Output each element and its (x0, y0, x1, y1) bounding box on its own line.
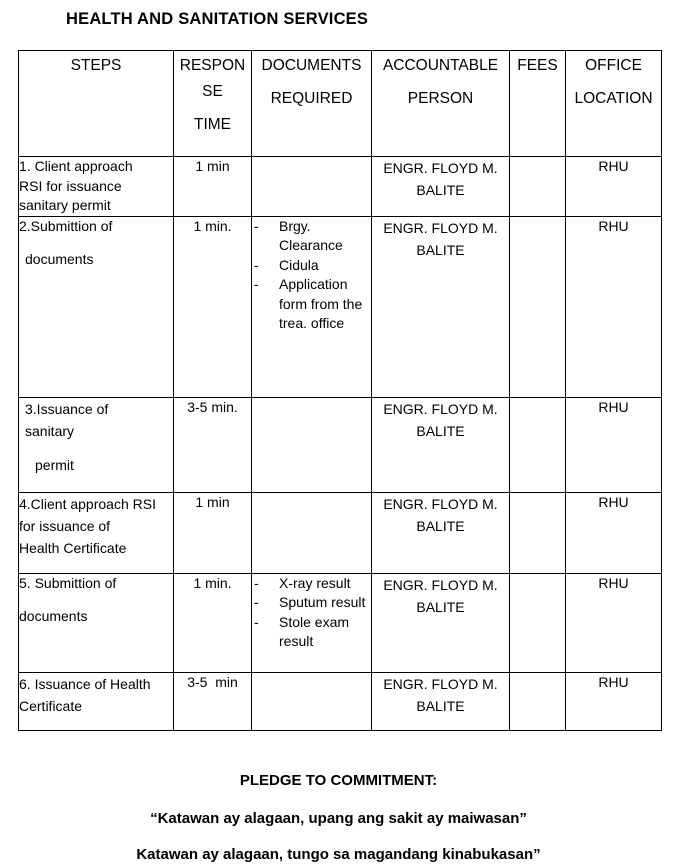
step-text: 4.Client approach RSI (19, 495, 156, 512)
step-text: Certificate (19, 697, 83, 714)
header-documents (252, 51, 372, 157)
documents-cell (252, 672, 372, 730)
person-surname: BALITE (416, 517, 465, 534)
step-text: permit (35, 456, 74, 473)
step-text: 6. Issuance of Health (19, 675, 151, 692)
fees-cell (510, 397, 566, 492)
person-name: ENGR. FLOYD M. (383, 675, 498, 692)
step-text: 5. Submittion of (19, 574, 117, 591)
header-fees (510, 51, 566, 157)
header-fees-label: FEES (517, 57, 558, 74)
documents-cell (252, 492, 372, 573)
header-office-line1: OFFICE (585, 57, 642, 74)
header-documents-line1: DOCUMENTS (261, 57, 362, 74)
person-surname: BALITE (416, 241, 465, 258)
header-steps-label: STEPS (70, 57, 122, 74)
header-response-line3: TIME (193, 116, 232, 133)
header-response-line2: SE (202, 83, 223, 100)
step-text: Health Certificate (19, 539, 127, 556)
documents-list (252, 217, 371, 334)
pledge-heading: PLEDGE TO COMMITMENT: (239, 772, 438, 789)
documents-cell (252, 216, 372, 397)
person-name: ENGR. FLOYD M. (383, 219, 498, 236)
step-text: 1. Client approach (19, 158, 133, 174)
table-row (19, 672, 662, 730)
step-cell (19, 216, 174, 397)
time-cell: 1 min (174, 492, 252, 573)
office-cell: RHU (566, 397, 662, 492)
step-cell (19, 672, 174, 730)
table-row (19, 157, 662, 217)
time-cell: 3-5 min (174, 672, 252, 730)
fees-cell (510, 672, 566, 730)
document-item: - Stole exam result (252, 613, 371, 652)
person-surname: BALITE (416, 422, 465, 439)
documents-list (252, 574, 371, 652)
office-cell: RHU (566, 573, 662, 672)
pledge-line-1: “Katawan ay alagaan, upang ang sakit ay maiwasan” (150, 810, 527, 827)
header-steps (19, 51, 174, 157)
document-item: - Sputum result (252, 593, 371, 613)
step-cell (19, 573, 174, 672)
documents-cell (252, 573, 372, 672)
step-cell (19, 397, 174, 492)
step-text: sanitary (25, 422, 75, 439)
pledge-line-2: Katawan ay alagaan, tungo sa magandang kinabukasan” (136, 846, 541, 863)
time-cell: 3-5 min. (174, 397, 252, 492)
page-title: HEALTH AND SANITATION SERVICES (66, 10, 369, 28)
person-cell (372, 216, 510, 397)
person-cell (372, 397, 510, 492)
header-accountable-line2: PERSON (407, 90, 474, 107)
header-documents-line2: REQUIRED (270, 90, 353, 107)
header-response-time (174, 51, 252, 157)
step-text: for issuance of (19, 517, 111, 534)
header-row (19, 51, 662, 157)
table-row (19, 573, 662, 672)
documents-cell (252, 157, 372, 217)
person-surname: BALITE (416, 697, 465, 714)
office-cell: RHU (566, 157, 662, 217)
header-office-line2: LOCATION (574, 90, 653, 107)
person-name: ENGR. FLOYD M. (383, 400, 498, 417)
step-cell (19, 157, 174, 217)
time-cell: 1 min. (174, 573, 252, 672)
step-text: documents (25, 251, 94, 267)
step-text: 2.Submittion of (19, 217, 113, 234)
documents-cell (252, 397, 372, 492)
person-cell (372, 157, 510, 217)
header-accountable (372, 51, 510, 157)
person-cell (372, 492, 510, 573)
document-item: - Cidula (252, 256, 371, 276)
document-item: - Application form from the trea. office (252, 275, 371, 334)
fees-cell (510, 157, 566, 217)
table-row (19, 216, 662, 397)
person-name: ENGR. FLOYD M. (383, 160, 498, 176)
step-text: RSI for issuance (19, 177, 122, 194)
step-text: 3.Issuance of (25, 400, 109, 417)
table-row (19, 397, 662, 492)
document-item: - X-ray result (252, 574, 371, 594)
step-text: sanitary permit (19, 197, 111, 213)
person-surname: BALITE (416, 182, 465, 198)
header-office (566, 51, 662, 157)
fees-cell (510, 492, 566, 573)
office-cell: RHU (566, 216, 662, 397)
fees-cell (510, 573, 566, 672)
step-text: documents (19, 608, 88, 624)
time-cell: 1 min (174, 157, 252, 217)
document-item: - Brgy. Clearance (252, 217, 371, 256)
person-cell (372, 672, 510, 730)
fees-cell (510, 216, 566, 397)
step-cell (19, 492, 174, 573)
services-table (18, 50, 662, 731)
header-response-line1: RESPON (179, 57, 246, 74)
person-name: ENGR. FLOYD M. (383, 576, 498, 593)
time-cell: 1 min. (174, 216, 252, 397)
person-cell (372, 573, 510, 672)
table-row (19, 492, 662, 573)
person-surname: BALITE (416, 598, 465, 615)
office-cell: RHU (566, 492, 662, 573)
office-cell: RHU (566, 672, 662, 730)
person-name: ENGR. FLOYD M. (383, 495, 498, 512)
header-accountable-line1: ACCOUNTABLE (382, 57, 499, 74)
